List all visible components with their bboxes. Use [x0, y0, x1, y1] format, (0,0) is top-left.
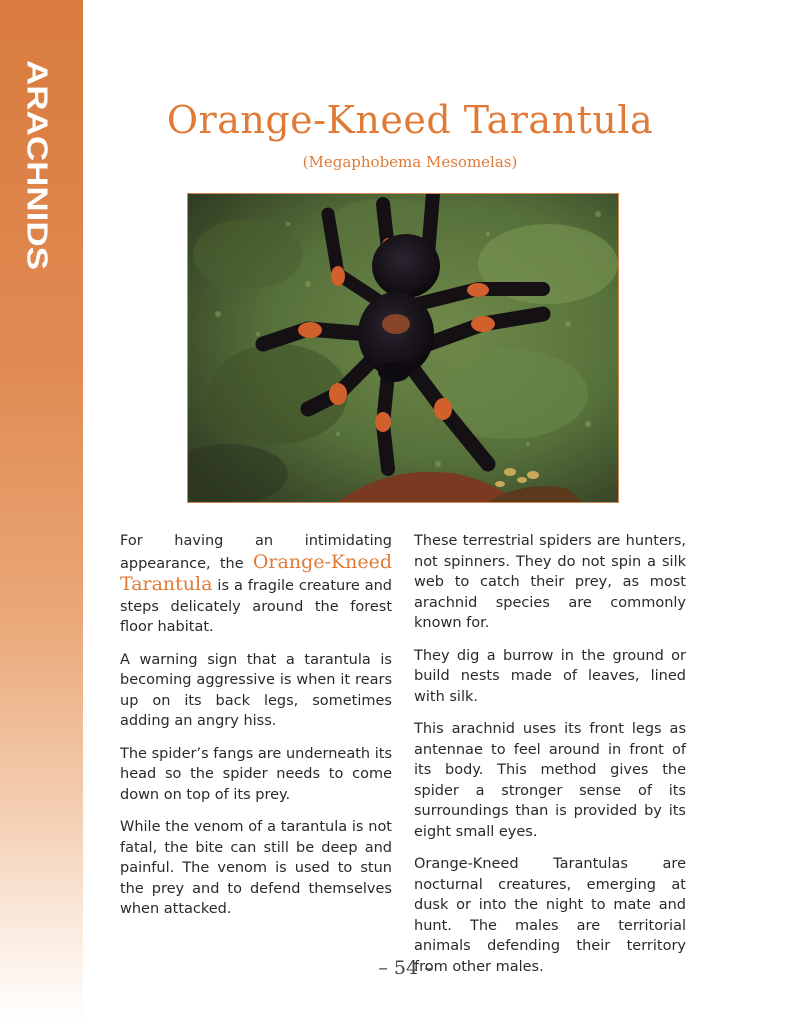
paragraph: Orange-Kneed Tarantulas are nocturnal creatures, emerging at dusk or into the night to mate and hunt. The males are territorial animals defending their territory from other males. — [414, 856, 686, 975]
paragraph: The spider’s fangs are underneath its head so the spider needs to come down on top of its prey. — [120, 745, 392, 803]
paragraph — [120, 531, 392, 638]
paragraph: These terrestrial spiders are hunters, not spinners. They do not spin a silk web to catch their prey, as most arachnid species are commonly known for. — [414, 533, 686, 631]
sidebar-band — [0, 0, 83, 1024]
tarantula-illustration — [188, 194, 618, 502]
scientific-name: (Megaphobema Mesomelas) — [302, 153, 518, 171]
paragraph: This arachnid uses its front legs as antennae to feel around in front of its body. This method gives the spider a stronger sense of its surroundings than is provided by its eight small eyes. — [414, 721, 686, 840]
paragraph: A warning sign that a tarantula is becoming aggressive is when it rears up on its back legs, sometimes adding an angry hiss. — [120, 651, 392, 729]
paragraph: While the venom of a tarantula is not fatal, the bite can still be deep and painful. The venom is used to stun the prey and to defend themselves when attacked. — [120, 819, 392, 917]
tarantula-photo — [187, 193, 619, 503]
paragraph-text: For having an intimidating appearance, the — [120, 533, 392, 572]
paragraph: They dig a burrow in the ground or build nests made of leaves, lined with silk. — [414, 647, 686, 705]
page-title: Orange-Kneed Tarantula — [166, 98, 654, 142]
section-label: ARACHNIDS — [20, 60, 53, 270]
highlighted-name: Orange-Kneed Tarantula — [120, 550, 392, 595]
left-column — [120, 531, 392, 932]
paragraph-text: is a fragile creature and steps delicately around the forest floor habitat. — [120, 578, 392, 635]
right-column — [414, 531, 686, 989]
page-number: – 54 – — [378, 957, 434, 979]
